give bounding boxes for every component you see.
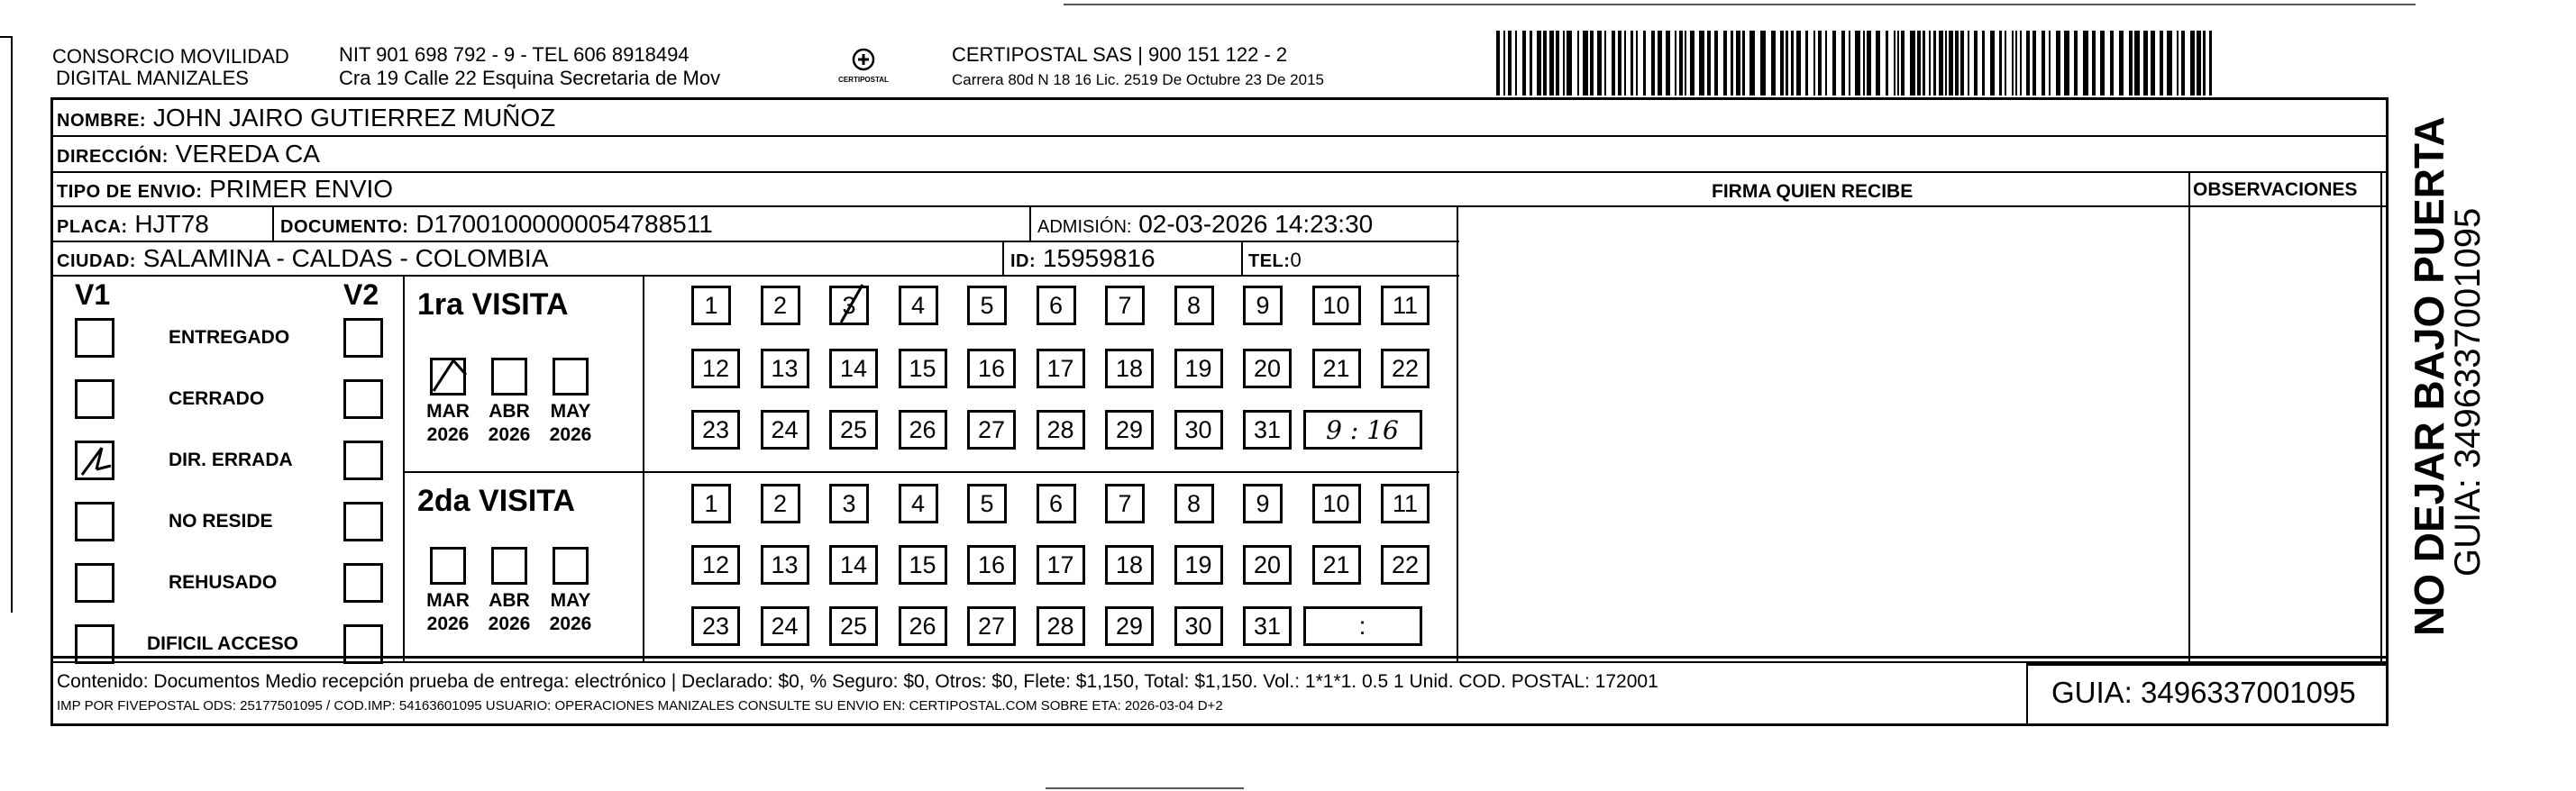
visit1-title: 1ra VISITA [417,287,569,322]
visit2-day-3[interactable]: 3 [829,484,869,523]
visit2-day-10[interactable]: 10 [1312,484,1361,523]
admision-label: ADMISIÓN: [1037,217,1132,237]
visit2-day-26[interactable]: 26 [899,606,947,646]
visit2-day-6[interactable]: 6 [1037,484,1076,523]
logo-text: CERTIPOSTAL [838,76,889,84]
visit1-day-31[interactable]: 31 [1243,410,1292,450]
left-edge-rule [11,36,13,613]
v2-checkbox-dir-errada[interactable] [343,441,383,480]
visit2-day-12[interactable]: 12 [691,545,740,585]
visit2-day-29[interactable]: 29 [1105,606,1154,646]
visit2-month-year-abr: 2026 [488,614,531,634]
footer-imp: IMP POR FIVEPOSTAL ODS: 25177501095 / COD.IMP: 54163601095 USUARIO: OPERACIONES MANIZALES CONSULTE SU ENVIO EN: CERTIPOSTAL.COM SOBRE ETA: 2026-03-04 D+2 [57,698,1223,714]
visit1-month-box-may[interactable] [553,358,589,396]
footer-bottom-rule [50,659,2389,726]
v1-checkbox-no-reside[interactable] [75,502,114,541]
footer-guia: GUIA: 3496337001095 [2051,676,2356,709]
ciudad-label: CIUDAD: [57,251,136,271]
visit2-day-24[interactable]: 24 [761,606,809,646]
visit1-day-9[interactable]: 9 [1243,286,1283,325]
visit1-month-year-mar: 2026 [426,424,470,445]
certipostal-line: CERTIPOSTAL SAS | 900 151 122 - 2 [952,43,1288,66]
visit1-month-box-mar[interactable] [430,358,466,396]
visit1-day-8[interactable]: 8 [1174,286,1214,325]
tipo-envio-value: PRIMER ENVIO [209,175,394,203]
ciudad-value: SALAMINA - CALDAS - COLOMBIA [142,244,549,272]
visit2-day-30[interactable]: 30 [1174,606,1223,646]
visit1-month-label-may: MAY [550,401,591,422]
visit1-day-24[interactable]: 24 [761,410,809,450]
visit1-day-14[interactable]: 14 [829,349,878,388]
visit2-day-20[interactable]: 20 [1243,545,1292,585]
visit1-day-21[interactable]: 21 [1312,349,1361,388]
v2-checkbox-rehusado[interactable] [343,563,383,603]
visit1-month-label-mar: MAR [426,401,470,422]
company-name-line2: DIGITAL MANIZALES [56,67,249,89]
id-label: ID: [1010,251,1037,271]
visit2-day-7[interactable]: 7 [1105,484,1145,523]
visit2-day-19[interactable]: 19 [1174,545,1223,585]
firma-header: FIRMA QUIEN RECIBE [1712,181,1914,202]
visit1-month-box-abr[interactable] [491,358,527,396]
side-guia: GUIA: 3496337001095 [2448,207,2488,577]
placa-value: HJT78 [134,210,209,238]
v1-checkbox-rehusado[interactable] [75,563,114,603]
visit1-day-7[interactable]: 7 [1105,286,1145,325]
visit1-day-10[interactable]: 10 [1312,286,1361,325]
placa-label: PLACA: [57,217,128,237]
visit1-day-18[interactable]: 18 [1105,349,1154,388]
visit2-month-year-may: 2026 [549,614,592,634]
v2-checkbox-no-reside[interactable] [343,502,383,541]
license-line: Carrera 80d N 18 16 Lic. 2519 De Octubre 23 De 2015 [952,71,1324,88]
visit1-day-5[interactable]: 5 [967,286,1007,325]
visit1-day-1[interactable]: 1 [691,286,731,325]
visit1-day-13[interactable]: 13 [761,349,809,388]
visit1-day-25[interactable]: 25 [829,410,878,450]
footer-contenido: Contenido: Documentos Medio recepción prueba de entrega: electrónico | Declarado: $0, % Seguro: $0, Otros: $0, Flete: $1,150, Total: $1,150. Vol.: 1*1*1. 0.5 1 Unid. COD. POSTAL: 172001 [57,671,1658,692]
nombre-label: NOMBRE: [57,111,147,131]
documento-label: DOCUMENTO: [280,217,409,237]
visit2-month-label-may: MAY [550,590,591,611]
visit2-day-11[interactable]: 11 [1381,484,1430,523]
state-label-entregado: ENTREGADO [169,327,290,348]
visit2-day-2[interactable]: 2 [761,484,800,523]
visit1-time-box[interactable]: 9 : 16 [1303,410,1422,450]
visit1-day-29[interactable]: 29 [1105,410,1154,450]
v1-header: V1 [75,278,111,311]
visit2-day-8[interactable]: 8 [1174,484,1214,523]
visit2-day-9[interactable]: 9 [1243,484,1283,523]
visit2-day-21[interactable]: 21 [1312,545,1361,585]
visit1-day-11[interactable]: 11 [1381,286,1430,325]
direccion-value: VEREDA CA [175,140,320,168]
state-label-dir-errada: DIR. ERRADA [169,450,293,470]
visit1-day-20[interactable]: 20 [1243,349,1292,388]
visit2-day-14[interactable]: 14 [829,545,878,585]
visit2-day-22[interactable]: 22 [1381,545,1430,585]
visit1-month-year-may: 2026 [549,424,592,445]
visit2-month-box-abr[interactable] [491,547,527,585]
visit2-day-4[interactable]: 4 [899,484,938,523]
visit2-day-18[interactable]: 18 [1105,545,1154,585]
visit2-time-box[interactable]: : [1303,606,1422,646]
visit1-day-3[interactable]: 3 [829,286,869,325]
visit1-day-12[interactable]: 12 [691,349,740,388]
visit2-day-15[interactable]: 15 [899,545,947,585]
visit2-day-13[interactable]: 13 [761,545,809,585]
id-value: 15959816 [1042,244,1156,272]
visit1-day-4[interactable]: 4 [899,286,938,325]
visit2-day-31[interactable]: 31 [1243,606,1292,646]
observaciones-header: OBSERVACIONES [2193,179,2358,200]
company-address: Cra 19 Calle 22 Esquina Secretaria de Mov [339,67,721,89]
v1-checkbox-entregado[interactable] [75,318,114,358]
visit2-month-box-mar[interactable] [430,547,466,585]
tel-value: 0 [1290,249,1302,271]
v2-checkbox-cerrado[interactable] [343,379,383,419]
visit2-day-5[interactable]: 5 [967,484,1007,523]
visit1-day-15[interactable]: 15 [899,349,947,388]
company-name-line1: CONSORCIO MOVILIDAD [52,45,289,68]
visit2-day-16[interactable]: 16 [967,545,1016,585]
state-label-cerrado: CERRADO [169,388,265,409]
visit2-day-27[interactable]: 27 [967,606,1016,646]
bottom-edge-rule [1046,787,1244,789]
admision-value: 02-03-2026 14:23:30 [1138,210,1374,238]
no-dejar-bajo-puerta: NO DEJAR BAJO PUERTA [2406,116,2453,636]
top-edge-rule [1064,4,2416,5]
v1-checkbox-cerrado[interactable] [75,379,114,419]
documento-value: D17001000000054788511 [416,210,713,238]
certipostal-logo [836,41,891,94]
direccion-label: DIRECCIÓN: [57,147,169,167]
state-label-rehusado: REHUSADO [169,572,278,593]
tel-label: TEL: [1248,251,1291,271]
visit1-day-2[interactable]: 2 [761,286,800,325]
visit1-day-16[interactable]: 16 [967,349,1016,388]
visit1-month-year-abr: 2026 [488,424,531,445]
visit1-day-27[interactable]: 27 [967,410,1016,450]
visit1-day-28[interactable]: 28 [1037,410,1085,450]
nit-line: NIT 901 698 792 - 9 - TEL 606 8918494 [339,43,690,66]
v2-checkbox-entregado[interactable] [343,318,383,358]
visit2-day-28[interactable]: 28 [1037,606,1085,646]
visit1-day-23[interactable]: 23 [691,410,740,450]
visit1-day-19[interactable]: 19 [1174,349,1223,388]
visit1-day-6[interactable]: 6 [1037,286,1076,325]
visit2-day-17[interactable]: 17 [1037,545,1085,585]
visit1-month-label-abr: ABR [489,401,530,422]
visit1-day-26[interactable]: 26 [899,410,947,450]
visit2-month-box-may[interactable] [553,547,589,585]
visit2-title: 2da VISITA [417,484,576,518]
visit1-day-30[interactable]: 30 [1174,410,1223,450]
v2-header: V2 [343,278,379,311]
v1-checkbox-dir-errada[interactable] [75,441,114,480]
visit1-day-17[interactable]: 17 [1037,349,1085,388]
visit1-day-22[interactable]: 22 [1381,349,1430,388]
state-label-dificil-acceso: DIFICIL ACCESO [147,633,299,654]
state-label-no-reside: NO RESIDE [169,511,273,532]
tipo-envio-label: TIPO DE ENVIO: [57,182,203,202]
nombre-value: JOHN JAIRO GUTIERREZ MUÑOZ [152,104,556,132]
visit2-month-year-mar: 2026 [426,614,470,634]
visit2-month-label-abr: ABR [489,590,530,611]
barcode [1496,31,2217,95]
visit2-day-25[interactable]: 25 [829,606,878,646]
visit2-day-23[interactable]: 23 [691,606,740,646]
visit2-month-label-mar: MAR [426,590,470,611]
visit2-day-1[interactable]: 1 [691,484,731,523]
